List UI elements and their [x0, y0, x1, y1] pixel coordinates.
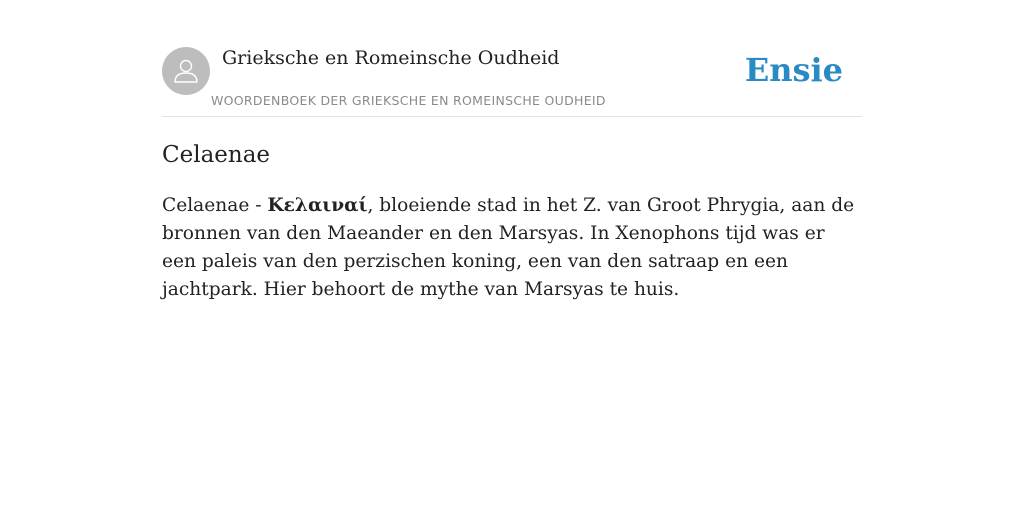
page [162, 0, 862, 512]
author-avatar[interactable] [162, 47, 210, 95]
author-name-link[interactable]: Grieksche en Romeinsche Oudheid [222, 47, 560, 69]
entry-description: , bloeiende stad in het Z. van Groot Phrygia, aan de bronnen van den Maeander en den Marsyas. In Xenophons tijd was er een paleis van den perzischen koning, een van den satraap en een jachtpark. Hier behoort de mythe van Marsyas te huis. [162, 195, 855, 300]
user-silhouette-icon [171, 56, 201, 86]
greek-term: Κελαιναί [267, 195, 368, 216]
entry-title: Celaenae [162, 142, 271, 168]
entry-body [162, 192, 862, 304]
dictionary-subtitle: WOORDENBOEK DER GRIEKSCHE EN ROMEINSCHE OUDHEID [211, 93, 606, 108]
brand-logo-link[interactable]: Ensie [744, 51, 843, 89]
header [162, 0, 862, 117]
entry-lead: Celaenae - [162, 195, 268, 216]
